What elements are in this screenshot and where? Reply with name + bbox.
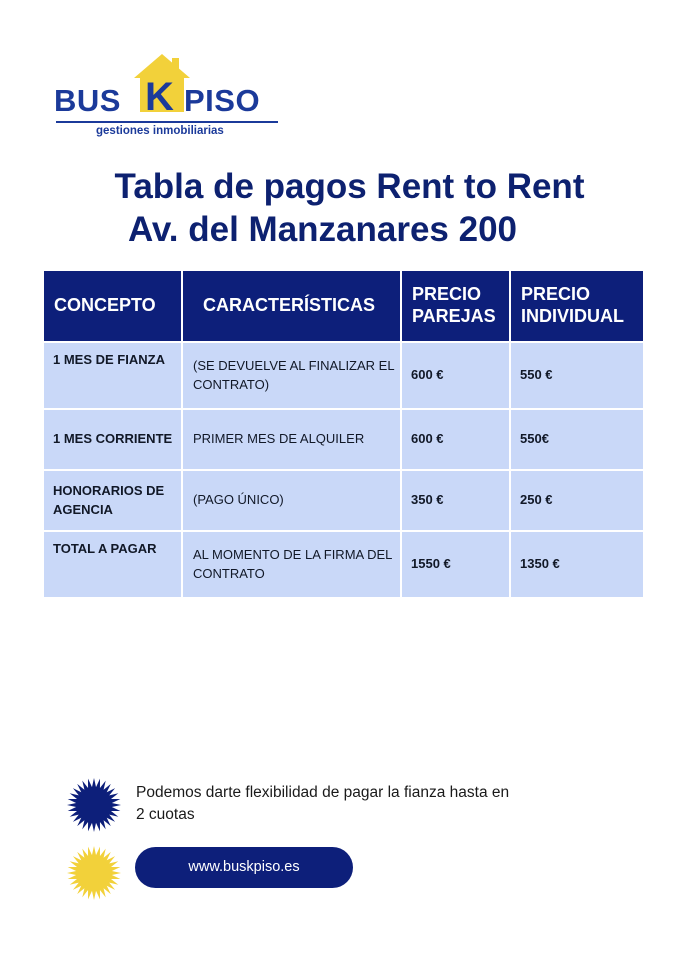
cell-concepto: TOTAL A PAGAR (43, 531, 182, 598)
header-precio-parejas: PRECIO PAREJAS (401, 270, 510, 342)
table-row (43, 470, 644, 531)
logo-piso-text: PISO (184, 83, 261, 118)
cell-precio-individual: 550€ (510, 409, 644, 470)
header-caracteristicas: CARACTERÍSTICAS (182, 270, 401, 342)
cell-caracteristicas: AL MOMENTO DE LA FIRMA DEL CONTRATO (182, 531, 401, 598)
cell-caracteristicas: PRIMER MES DE ALQUILER (182, 409, 401, 470)
cell-concepto: 1 MES CORRIENTE (43, 409, 182, 470)
logo-tagline: gestiones inmobiliarias (96, 125, 224, 137)
logo-k-letter: K (145, 75, 175, 119)
logo-underline (56, 121, 278, 123)
blue-starburst-icon (66, 777, 122, 833)
website-link-button[interactable]: www.buskpiso.es (135, 847, 353, 888)
buskpiso-logo (54, 52, 284, 142)
header-precio-individual: PRECIO INDIVIDUAL (510, 270, 644, 342)
page-subtitle-address: Av. del Manzanares 200 (127, 210, 518, 249)
cell-precio-individual: 1350 € (510, 531, 644, 598)
cell-precio-individual: 550 € (510, 342, 644, 409)
page-title: Tabla de pagos Rent to Rent (114, 167, 585, 206)
cell-precio-parejas: 1550 € (401, 531, 510, 598)
table-row (43, 531, 644, 598)
table-row (43, 409, 644, 470)
cell-caracteristicas: (SE DEVUELVE AL FINALIZAR EL CONTRATO) (182, 342, 401, 409)
cell-concepto: HONORARIOS DE AGENCIA (43, 470, 182, 531)
cell-precio-parejas: 600 € (401, 342, 510, 409)
cell-concepto: 1 MES DE FIANZA (43, 342, 182, 409)
header-concepto: CONCEPTO (43, 270, 182, 342)
cell-precio-individual: 250 € (510, 470, 644, 531)
logo-bus-text: BUS (54, 83, 121, 118)
table-header-row (43, 270, 644, 342)
cell-precio-parejas: 350 € (401, 470, 510, 531)
table-row (43, 342, 644, 409)
cell-caracteristicas: (PAGO ÚNICO) (182, 470, 401, 531)
payments-table (42, 269, 645, 599)
yellow-starburst-icon (66, 845, 122, 901)
fianza-flexibility-note: Podemos darte flexibilidad de pagar la fianza hasta en 2 cuotas (136, 784, 510, 823)
cell-precio-parejas: 600 € (401, 409, 510, 470)
